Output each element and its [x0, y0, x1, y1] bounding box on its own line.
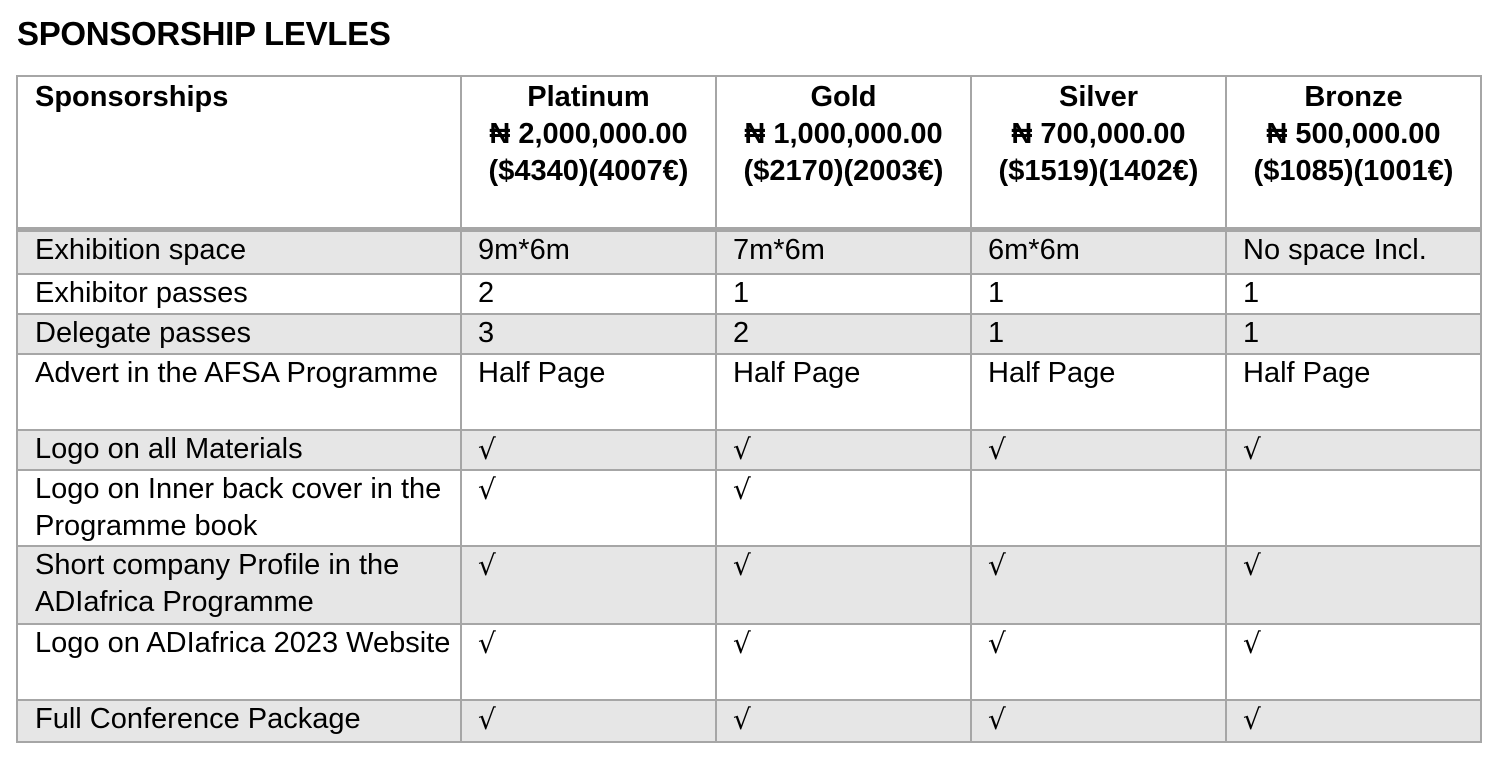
feature-label: Short company Profile in the ADIafrica Programme: [17, 546, 461, 624]
checkmark-icon: √: [733, 702, 751, 736]
cell-bronze: Half Page: [1226, 354, 1481, 430]
cell-silver: [971, 430, 1226, 470]
cell-platinum: [461, 700, 716, 742]
tier-price-foreign: ($4340)(4007€): [488, 155, 689, 187]
cell-gold: [716, 700, 971, 742]
checkmark-icon: √: [478, 548, 496, 582]
checkmark-icon: √: [1243, 702, 1261, 736]
table-row: [17, 230, 1481, 274]
tier-name: Platinum: [527, 81, 650, 113]
table-row: [17, 700, 1481, 742]
header-tier-gold: [716, 76, 971, 230]
checkmark-icon: √: [478, 626, 496, 660]
feature-label: Delegate passes: [17, 314, 461, 354]
feature-label: Logo on Inner back cover in the Programme book: [17, 470, 461, 546]
cell-silver: [971, 546, 1226, 624]
cell-gold: [716, 624, 971, 700]
cell-bronze: 1: [1226, 274, 1481, 314]
cell-gold: 2: [716, 314, 971, 354]
table-row: [17, 430, 1481, 470]
tier-price-naira: ₦ 500,000.00: [1266, 118, 1441, 150]
tier-name: Bronze: [1304, 81, 1403, 113]
cell-silver: Half Page: [971, 354, 1226, 430]
feature-label: Exhibition space: [17, 230, 461, 274]
checkmark-icon: √: [1243, 432, 1261, 466]
header-tier-bronze: [1226, 76, 1481, 230]
cell-platinum: [461, 546, 716, 624]
checkmark-icon: √: [478, 472, 496, 506]
checkmark-icon: √: [478, 432, 496, 466]
tier-price-foreign: ($2170)(2003€): [743, 155, 944, 187]
table-row: [17, 470, 1481, 546]
cell-silver: [971, 700, 1226, 742]
tier-price-naira: ₦ 2,000,000.00: [489, 118, 688, 150]
cell-bronze: [1226, 624, 1481, 700]
checkmark-icon: √: [478, 702, 496, 736]
checkmark-icon: √: [1243, 548, 1261, 582]
cell-bronze: 1: [1226, 314, 1481, 354]
feature-label: Exhibitor passes: [17, 274, 461, 314]
cell-gold: [716, 546, 971, 624]
table-row: [17, 546, 1481, 624]
cell-gold: 1: [716, 274, 971, 314]
header-tier-silver: [971, 76, 1226, 230]
cell-platinum: 9m*6m: [461, 230, 716, 274]
checkmark-icon: √: [988, 702, 1006, 736]
cell-silver: [971, 470, 1226, 546]
checkmark-icon: √: [733, 626, 751, 660]
cell-platinum: 3: [461, 314, 716, 354]
table-header-row: [17, 76, 1481, 230]
cell-silver: 6m*6m: [971, 230, 1226, 274]
checkmark-icon: √: [1243, 626, 1261, 660]
checkmark-icon: √: [988, 626, 1006, 660]
tier-price-naira: ₦ 1,000,000.00: [744, 118, 943, 150]
table-row: [17, 314, 1481, 354]
cell-gold: [716, 470, 971, 546]
table-row: [17, 624, 1481, 700]
header-sponsorships: Sponsorships: [17, 76, 461, 230]
page-title: SPONSORSHIP LEVLES: [17, 15, 391, 52]
cell-bronze: [1226, 430, 1481, 470]
sponsorship-levels-table: [16, 75, 1482, 743]
cell-platinum: Half Page: [461, 354, 716, 430]
cell-gold: 7m*6m: [716, 230, 971, 274]
checkmark-icon: √: [733, 432, 751, 466]
cell-bronze: [1226, 470, 1481, 546]
feature-label: Logo on all Materials: [17, 430, 461, 470]
header-tier-platinum: [461, 76, 716, 230]
cell-bronze: [1226, 546, 1481, 624]
checkmark-icon: √: [733, 548, 751, 582]
feature-label: Full Conference Package: [17, 700, 461, 742]
checkmark-icon: √: [733, 472, 751, 506]
tier-price-foreign: ($1519)(1402€): [998, 155, 1199, 187]
checkmark-icon: √: [988, 432, 1006, 466]
cell-platinum: 2: [461, 274, 716, 314]
feature-label: Logo on ADIafrica 2023 Website: [17, 624, 461, 700]
cell-platinum: [461, 624, 716, 700]
checkmark-icon: √: [988, 548, 1006, 582]
cell-platinum: [461, 430, 716, 470]
cell-gold: Half Page: [716, 354, 971, 430]
tier-price-foreign: ($1085)(1001€): [1253, 155, 1454, 187]
cell-bronze: No space Incl.: [1226, 230, 1481, 274]
table-row: [17, 354, 1481, 430]
cell-platinum: [461, 470, 716, 546]
tier-price-naira: ₦ 700,000.00: [1011, 118, 1186, 150]
cell-silver: 1: [971, 314, 1226, 354]
table-row: [17, 274, 1481, 314]
tier-name: Silver: [1059, 81, 1138, 113]
cell-silver: [971, 624, 1226, 700]
tier-name: Gold: [810, 81, 877, 113]
cell-bronze: [1226, 700, 1481, 742]
feature-label: Advert in the AFSA Programme: [17, 354, 461, 430]
cell-gold: [716, 430, 971, 470]
cell-silver: 1: [971, 274, 1226, 314]
